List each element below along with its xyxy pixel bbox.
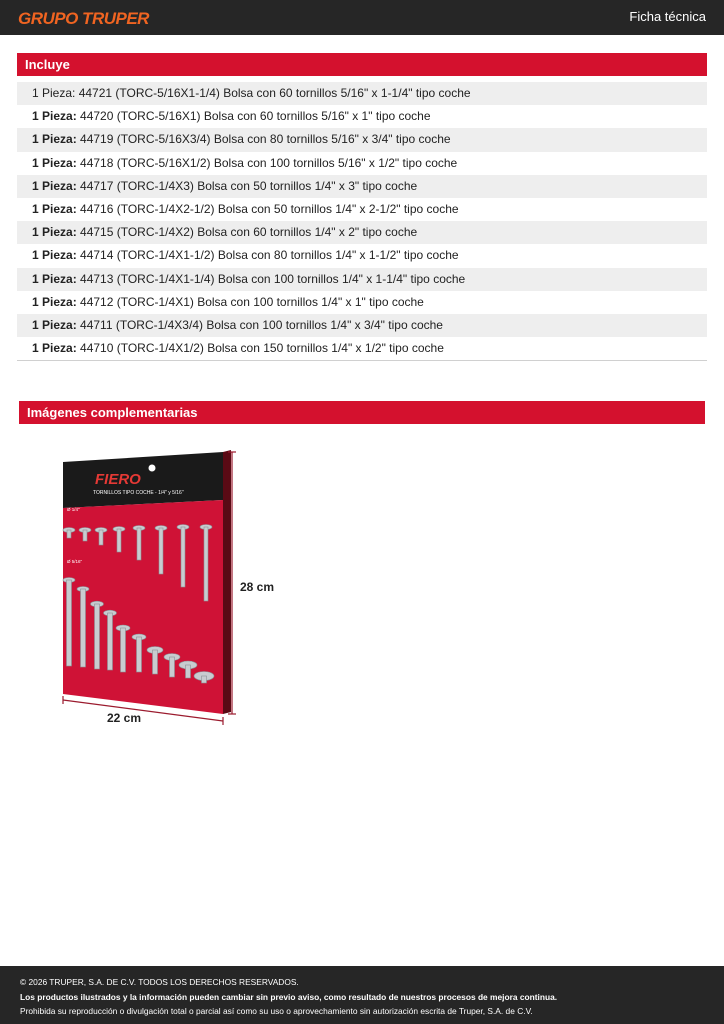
list-item — [17, 221, 707, 244]
footer — [0, 966, 724, 1024]
item-desc: 44718 (TORC-5/16X1/2) Bolsa con 100 tornillos 5/16" x 1/2" tipo coche — [76, 155, 458, 170]
top-bar — [0, 0, 724, 35]
brand-logo: GRUPO TRUPER — [18, 9, 149, 28]
item-desc: 44710 (TORC-1/4X1/2) Bolsa con 150 tornillos 1/4" x 1/2" tipo coche — [76, 341, 444, 356]
item-qty: 1 Pieza: — [32, 271, 77, 286]
item-qty: 1 Pieza: — [32, 225, 77, 240]
item-qty: 1 Pieza: — [32, 317, 77, 332]
list-item — [17, 244, 707, 267]
list-item — [17, 105, 707, 128]
copyright-text: © 2026 TRUPER, S.A. DE C.V. TODOS LOS DERECHOS RESERVADOS. — [20, 977, 299, 987]
row1-label: Ø 1/4" — [67, 507, 80, 512]
item-desc: 44721 (TORC-5/16X1-1/4) Bolsa con 60 tornillos 5/16" x 1-1/4" tipo coche — [75, 86, 471, 100]
item-desc: 44712 (TORC-1/4X1) Bolsa con 100 tornillos 1/4" x 1" tipo coche — [76, 294, 424, 309]
board-edge — [223, 450, 231, 714]
item-qty: 1 Pieza: — [32, 132, 77, 147]
item-desc: 44716 (TORC-1/4X2-1/2) Bolsa con 50 tornillos 1/4" x 2-1/2" tipo coche — [76, 201, 459, 216]
list-item — [17, 291, 707, 314]
item-qty: 1 Pieza: — [32, 201, 77, 216]
includes-list — [17, 82, 707, 361]
disclaimer-text: Los productos ilustrados y la información pueden cambiar sin previo aviso, como resultado de nuestros procesos de mejora continua. — [20, 991, 558, 1002]
images-heading: Imágenes complementarias — [19, 401, 705, 424]
item-desc: 44711 (TORC-1/4X3/4) Bolsa con 100 tornillos 1/4" x 3/4" tipo coche — [76, 317, 443, 332]
height-label: 28 cm — [240, 580, 275, 594]
item-desc: 44720 (TORC-5/16X1) Bolsa con 60 tornillos 5/16" x 1" tipo coche — [76, 109, 431, 124]
item-qty: 1 Pieza: — [32, 109, 77, 124]
board-brand: FIERO — [95, 471, 141, 488]
list-item — [17, 314, 707, 337]
list-item — [17, 128, 707, 151]
item-desc: 44715 (TORC-1/4X2) Bolsa con 60 tornillos 1/4" x 2" tipo coche — [76, 225, 418, 240]
includes-heading: Incluye — [17, 53, 707, 76]
item-qty: 1 Pieza: — [32, 294, 77, 309]
row2-label: Ø 5/16" — [67, 559, 83, 564]
list-item — [17, 198, 707, 221]
item-qty: 1 Pieza: — [32, 155, 77, 170]
list-item — [17, 152, 707, 175]
board-subtitle: TORNILLOS TIPO COCHE - 1/4" y 5/16" — [93, 490, 184, 496]
product-display-board-image — [55, 450, 305, 730]
width-label: 22 cm — [107, 711, 142, 725]
item-desc: 44714 (TORC-1/4X1-1/2) Bolsa con 80 tornillos 1/4" x 1-1/2" tipo coche — [76, 248, 459, 263]
item-qty: 1 Pieza: — [32, 178, 77, 193]
item-qty: 1 Pieza: — [32, 341, 77, 356]
list-item — [17, 337, 707, 360]
item-qty: 1 Pieza: — [32, 86, 76, 100]
list-item — [17, 82, 707, 105]
hang-hole — [149, 465, 156, 472]
item-desc: 44719 (TORC-5/16X3/4) Bolsa con 80 tornillos 5/16" x 3/4" tipo coche — [76, 132, 451, 147]
list-item — [17, 268, 707, 291]
item-qty: 1 Pieza: — [32, 248, 77, 263]
item-desc: 44713 (TORC-1/4X1-1/4) Bolsa con 100 tornillos 1/4" x 1-1/4" tipo coche — [76, 271, 466, 286]
document-type: Ficha técnica — [629, 9, 706, 24]
prohibition-text: Prohibida su reproducción o divulgación total o parcial así como su uso o aprovechamiento sin autorización escrita de Truper, S.A. de C.V. — [20, 1006, 533, 1016]
list-item — [17, 175, 707, 198]
item-desc: 44717 (TORC-1/4X3) Bolsa con 50 tornillos 1/4" x 3" tipo coche — [76, 178, 418, 193]
board-header — [63, 452, 223, 508]
